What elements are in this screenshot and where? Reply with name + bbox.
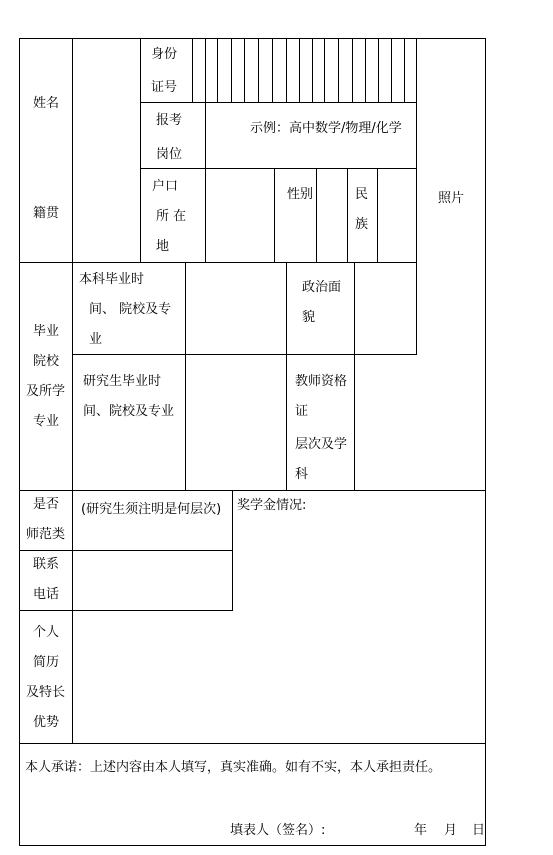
outer-border-right: [485, 38, 486, 846]
undergrad-label-line1: 本科毕业时: [79, 272, 145, 287]
position-example: 示例：高中数学/物理/化学: [250, 121, 402, 136]
postgrad-label-line2: 间、院校及专业: [83, 404, 175, 419]
id-digit-divider: [192, 38, 193, 102]
native-place-label: 籍贯: [33, 206, 60, 221]
signature-label: 填表人（签名）:: [230, 823, 326, 838]
id-digit-divider: [404, 38, 405, 102]
postgrad-label-line1: 研究生毕业时: [83, 374, 162, 389]
contact-label-line2: 电话: [33, 587, 60, 602]
id-digit-divider: [299, 38, 300, 102]
resume-label-line4: 优势: [33, 715, 60, 730]
divider: [19, 743, 486, 744]
ethnicity-label-line1: 民: [355, 187, 369, 202]
divider: [286, 262, 287, 490]
ethnicity-label-line2: 族: [355, 217, 369, 232]
id-digit-divider: [205, 38, 206, 102]
graduation-label-line4: 专业: [33, 414, 60, 429]
id-digit-divider: [231, 38, 232, 102]
divider: [72, 610, 73, 744]
normal-school-label-line2: 师范类: [26, 527, 66, 542]
household-label-line2: 所 在: [156, 209, 187, 224]
divider: [377, 168, 378, 262]
gender-label: 性别: [287, 187, 314, 202]
id-digit-divider: [258, 38, 259, 102]
teacher-cert-label-line1: 教师资格: [295, 374, 348, 389]
divider: [140, 38, 141, 262]
resume-label-line3: 及特长: [26, 685, 66, 700]
political-label-line2: 貌: [302, 310, 316, 325]
year-label: 年: [414, 823, 428, 838]
divider: [19, 262, 417, 263]
id-digit-divider: [244, 38, 245, 102]
undergrad-label-line3: 业: [89, 332, 103, 347]
name-label: 姓名: [33, 96, 60, 111]
teacher-cert-label-line4: 科: [295, 467, 309, 482]
id-digit-divider: [324, 38, 325, 102]
divider: [72, 354, 417, 355]
political-label-line1: 政治面: [302, 280, 342, 295]
household-label-line1: 户口: [152, 179, 179, 194]
month-label: 月: [444, 823, 458, 838]
teacher-cert-label-line2: 证: [295, 404, 309, 419]
undergrad-label-line2: 间、 院校及专: [89, 302, 172, 317]
id-digit-divider: [365, 38, 366, 102]
id-digit-divider: [312, 38, 313, 102]
pledge-text: 本人承诺：上述内容由本人填写，真实准确。如有不实，本人承担责任。: [25, 760, 442, 775]
divider: [72, 38, 73, 611]
divider: [140, 102, 417, 103]
household-label-line3: 地: [156, 239, 170, 254]
resume-label-line2: 简历: [33, 655, 60, 670]
id-digit-divider: [352, 38, 353, 102]
position-label-line1: 报考: [156, 113, 183, 128]
divider: [205, 102, 206, 262]
postgrad-note: (研究生须注明是何层次): [81, 502, 222, 517]
scholarship-label: 奖学金情况:: [237, 498, 307, 513]
resume-label-line1: 个人: [33, 625, 60, 640]
normal-school-label-line1: 是否: [33, 497, 60, 512]
teacher-cert-label-line3: 层次及学: [295, 437, 348, 452]
id-number-label-line1: 身份: [151, 47, 178, 62]
divider: [19, 610, 233, 611]
id-digit-divider: [272, 38, 273, 102]
id-digit-divider: [286, 38, 287, 102]
id-digit-divider: [391, 38, 392, 102]
divider: [274, 168, 275, 262]
contact-label-line1: 联系: [33, 557, 60, 572]
graduation-label-line3: 及所学: [26, 384, 66, 399]
id-digit-divider: [378, 38, 379, 102]
divider: [416, 38, 417, 355]
graduation-label-line1: 毕业: [33, 324, 60, 339]
photo-label: 照片: [438, 191, 465, 206]
divider: [185, 262, 186, 490]
outer-border-left: [19, 38, 20, 846]
day-label: 日: [472, 823, 486, 838]
id-number-label-line2: 证号: [151, 80, 178, 95]
id-digit-divider: [338, 38, 339, 102]
divider: [316, 168, 317, 262]
graduation-label-line2: 院校: [33, 354, 60, 369]
divider: [347, 168, 348, 262]
position-label-line2: 岗位: [156, 147, 183, 162]
id-digit-divider: [217, 38, 218, 102]
divider: [354, 262, 355, 490]
